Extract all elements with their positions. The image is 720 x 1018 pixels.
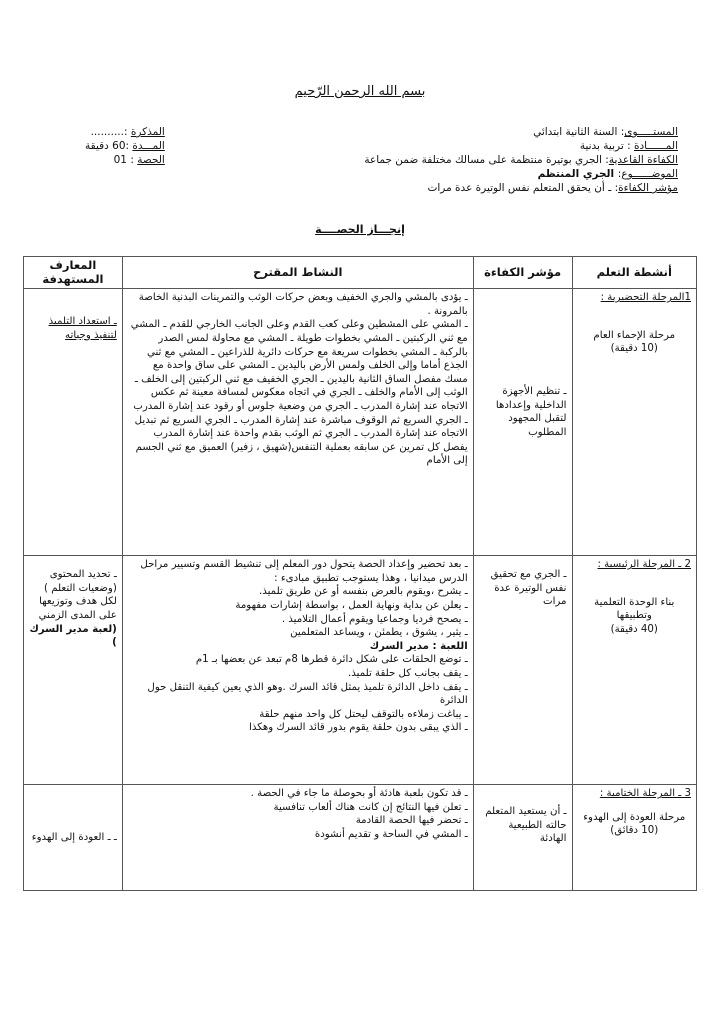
duration-value: 60 دقيقة	[85, 140, 126, 152]
knowledge-cell	[24, 289, 123, 556]
activity-line: ـ يؤدى بالمشي والجري الخفيف وبعض حركات الوثب والتمرينات البدنية الخاصة بالمرونة .	[138, 292, 468, 317]
memo-value: ..........	[90, 126, 124, 138]
lesson-table	[23, 256, 697, 891]
activity-line: ـ بعد تحضير وإعداد الحصة يتحول دور المعلم إلى تنشيط القسم وتسيير مراحل الدرس ميدانيا ، وهذا يستوجب تطبيق مبادىء :	[140, 559, 468, 584]
table-row	[24, 556, 697, 785]
session-label: الحصة	[137, 154, 165, 166]
memo-label: المذكرة	[130, 126, 165, 138]
section-title-text: إنجـــاز الحصــــة	[315, 223, 405, 236]
activity-line: ـ يعلن عن بداية ونهاية العمل ، بواسطة إشارات مفهومة	[235, 599, 468, 611]
activity-cell	[122, 556, 473, 785]
activity-line: ـ يقف داخل الدائرة تلميذ يمثل قائد السرك .وهو الذي يعين كيفية التنقل حول الدائرة	[147, 681, 468, 707]
subject-value: تربية بدنية	[579, 140, 628, 152]
knowledge-text: ـ استعداد التلميذ لتنفيذ وجباته	[48, 316, 117, 341]
phase-title: 3 ـ المرحلة الختامية :	[599, 788, 691, 800]
topic-value: الجري المنتظم	[537, 168, 618, 180]
level-label: المستـــــوى	[624, 126, 678, 138]
header-info-right	[364, 125, 678, 195]
indicator-label: مؤشر الكفاءة	[618, 182, 678, 194]
phase-duration: (10 دقائق)	[610, 825, 659, 837]
header-proposed-activity: النشاط المقترح	[122, 257, 473, 289]
indicator-line: مؤشر الكفاءة: ـ أن يحقق المتعلم نفس الوتيرة عدة مرات	[427, 182, 678, 194]
topic-line: الموضــــــوع: الجري المنتظم	[537, 168, 678, 180]
table-row	[24, 785, 697, 891]
activity-line: يفصل كل تمرين عن سابقه بعملية التنفس(شهيق ، زفير) العميق مع ثني الجسم إلى الأمام	[135, 441, 468, 467]
knowledge-text: ـ ـ العودة إلى الهدوء	[31, 831, 117, 843]
phase-duration: (40 دقيقة)	[610, 623, 658, 635]
activity-line: ـ يثير ، يشوق ، يطمئن ، ويساعد المتعلمين	[290, 627, 468, 639]
indicator-cell	[473, 289, 572, 556]
phase-cell	[572, 289, 697, 556]
duration-line: المـــدة :60 دقيقة	[85, 140, 165, 152]
knowledge-cell	[24, 556, 123, 785]
activity-line: ـ المشي على المشطين وعلى كعب القدم وعلى الجانب الخارجي للقدم ـ المشي مع ثني الركبتين ـ المشي بخطوات طويلة ـ المشي مع محاولة لمس الصدر بالركبة ـ المشي بخطوات سريعة مع حركات دائرية للذراعين ـ المشي مع ثني الجذع أماما وإلى الخلف ولمس الأرض باليدين ـ المشي على ساق واحدة مع مسك مفصل الساق الثانية باليدين ـ الجري الخفيف مع ثني الركبتين إلى الخلف ـ الوثب إلى الأمام والخلف ـ الجري في اتجاه معكوس لمسافة معينة ثم عكس الاتجاه عند إشارة المدرب ـ الجري من وضعية جلوس أو رقود عند إشارة المدرب ـ الجري السريع ثم الوقوف مباشرة عند إشارة المدرب ـ الجري السريع ثم تبديل الاتجاه عند إشارة المدرب ـ الجري ثم الوثب بقدم واحدة عند إشارة المدرب	[130, 319, 468, 440]
phase-cell	[572, 556, 697, 785]
indicator-cell	[473, 785, 572, 891]
phase-name: مرحلة العودة إلى الهدوء	[583, 811, 686, 823]
indicator-value: ـ أن يحقق المتعلم نفس الوتيرة عدة مرات	[427, 182, 615, 194]
indicator-text: ـ أن يستعيد المتعلم حالته الطبيعية الهادئة	[485, 806, 567, 845]
phase-name: بناء الوحدة التعلمية وتطبيقها	[594, 596, 675, 622]
topic-label: الموضــــــوع	[621, 168, 678, 180]
basmala-text: بسم الله الرحمن الرّحيم	[294, 84, 426, 99]
phase-title: 2 ـ المرحلة الرئيسية :	[597, 559, 691, 571]
knowledge-note: (لعبة مدير السرك )	[29, 623, 117, 649]
activity-cell	[122, 289, 473, 556]
activity-cell	[122, 785, 473, 891]
session-value: 01	[113, 154, 131, 166]
session-line: الحصة : 01	[113, 154, 165, 166]
knowledge-text: ـ تحديد المحتوى (وضعيات التعلم ) لكل هدف وتوزيعها على المدى الزمني	[38, 569, 117, 621]
competency-label: الكفاءة القاعدية	[608, 154, 678, 166]
level-value: السنة الثانية ابتدائي	[533, 126, 621, 138]
phase-duration: (10 دقيقة)	[610, 343, 658, 355]
activity-line: ـ المشي في الساحة و تقديم أنشودة	[314, 828, 468, 840]
activity-line: ـ توضع الحلقات على شكل دائرة قطرها 8م تبعد عن بعضها بـ 1م	[195, 654, 468, 666]
competency-value: الجري بوتيرة منتظمة على مسالك مختلفة ضمن جماعة	[364, 154, 606, 166]
section-title	[0, 223, 720, 236]
indicator-text: ـ الجري مع تحقيق نفس الوتيرة عدة مرات	[490, 569, 567, 608]
table-header-row	[24, 257, 697, 289]
activity-line: ـ قد تكون بلعبة هادئة أو بحوصلة ما جاء في الحصة .	[250, 788, 468, 800]
game-title: اللعبة : مدير السرك	[369, 640, 468, 652]
subject-line: المــــــادة : تربية بدنية	[579, 140, 678, 152]
phase-cell	[572, 785, 697, 891]
level-line: المستـــــوى: السنة الثانية ابتدائي	[533, 126, 678, 138]
table-row	[24, 289, 697, 556]
header-target-knowledge: المعارف المستهدفة	[24, 257, 123, 289]
header-learning-activities: أنشطة التعلم	[572, 257, 697, 289]
knowledge-cell	[24, 785, 123, 891]
basmala-heading	[0, 84, 720, 99]
activity-line: ـ يصحح فرديا وجماعيا ويقوم أعمال التلاميذ .	[281, 613, 468, 625]
competency-line: الكفاءة القاعدية: الجري بوتيرة منتظمة على مسالك مختلفة ضمن جماعة	[364, 154, 678, 166]
activity-line: ـ يباغت زملاءه بالتوقف ليحتل كل واحد منهم حلقة	[259, 708, 468, 720]
header-info-left	[85, 125, 165, 167]
activity-line: ـ تعلن فيها النتائج إن كانت هناك ألعاب تنافسية	[273, 801, 468, 813]
header-competency-indicator: مؤشر الكفاءة	[473, 257, 572, 289]
indicator-cell	[473, 556, 572, 785]
subject-label: المــــــادة	[633, 140, 678, 152]
activity-line: ـ يقف بجانب كل حلقة تلميذ.	[348, 667, 468, 679]
phase-title: 1المرحلة التحضيرية :	[600, 292, 691, 304]
duration-label: المـــدة	[132, 140, 165, 152]
memo-line: المذكرة :..........	[90, 126, 165, 138]
activity-line: ـ تحضر فيها الحصة القادمة	[355, 815, 468, 827]
indicator-text: ـ تنظيم الأجهزة الداخلية وإعدادها لتقبل المجهود المطلوب	[495, 386, 567, 438]
phase-name: مرحلة الإحماء العام	[593, 329, 676, 341]
activity-line: ـ يشرح ،ويقوم بالعرض بنفسه أو عن طريق تلميذ.	[259, 586, 468, 598]
activity-line: ـ الذي يبقى بدون حلقة يقوم بدور قائد السرك وهكذا	[249, 722, 468, 734]
